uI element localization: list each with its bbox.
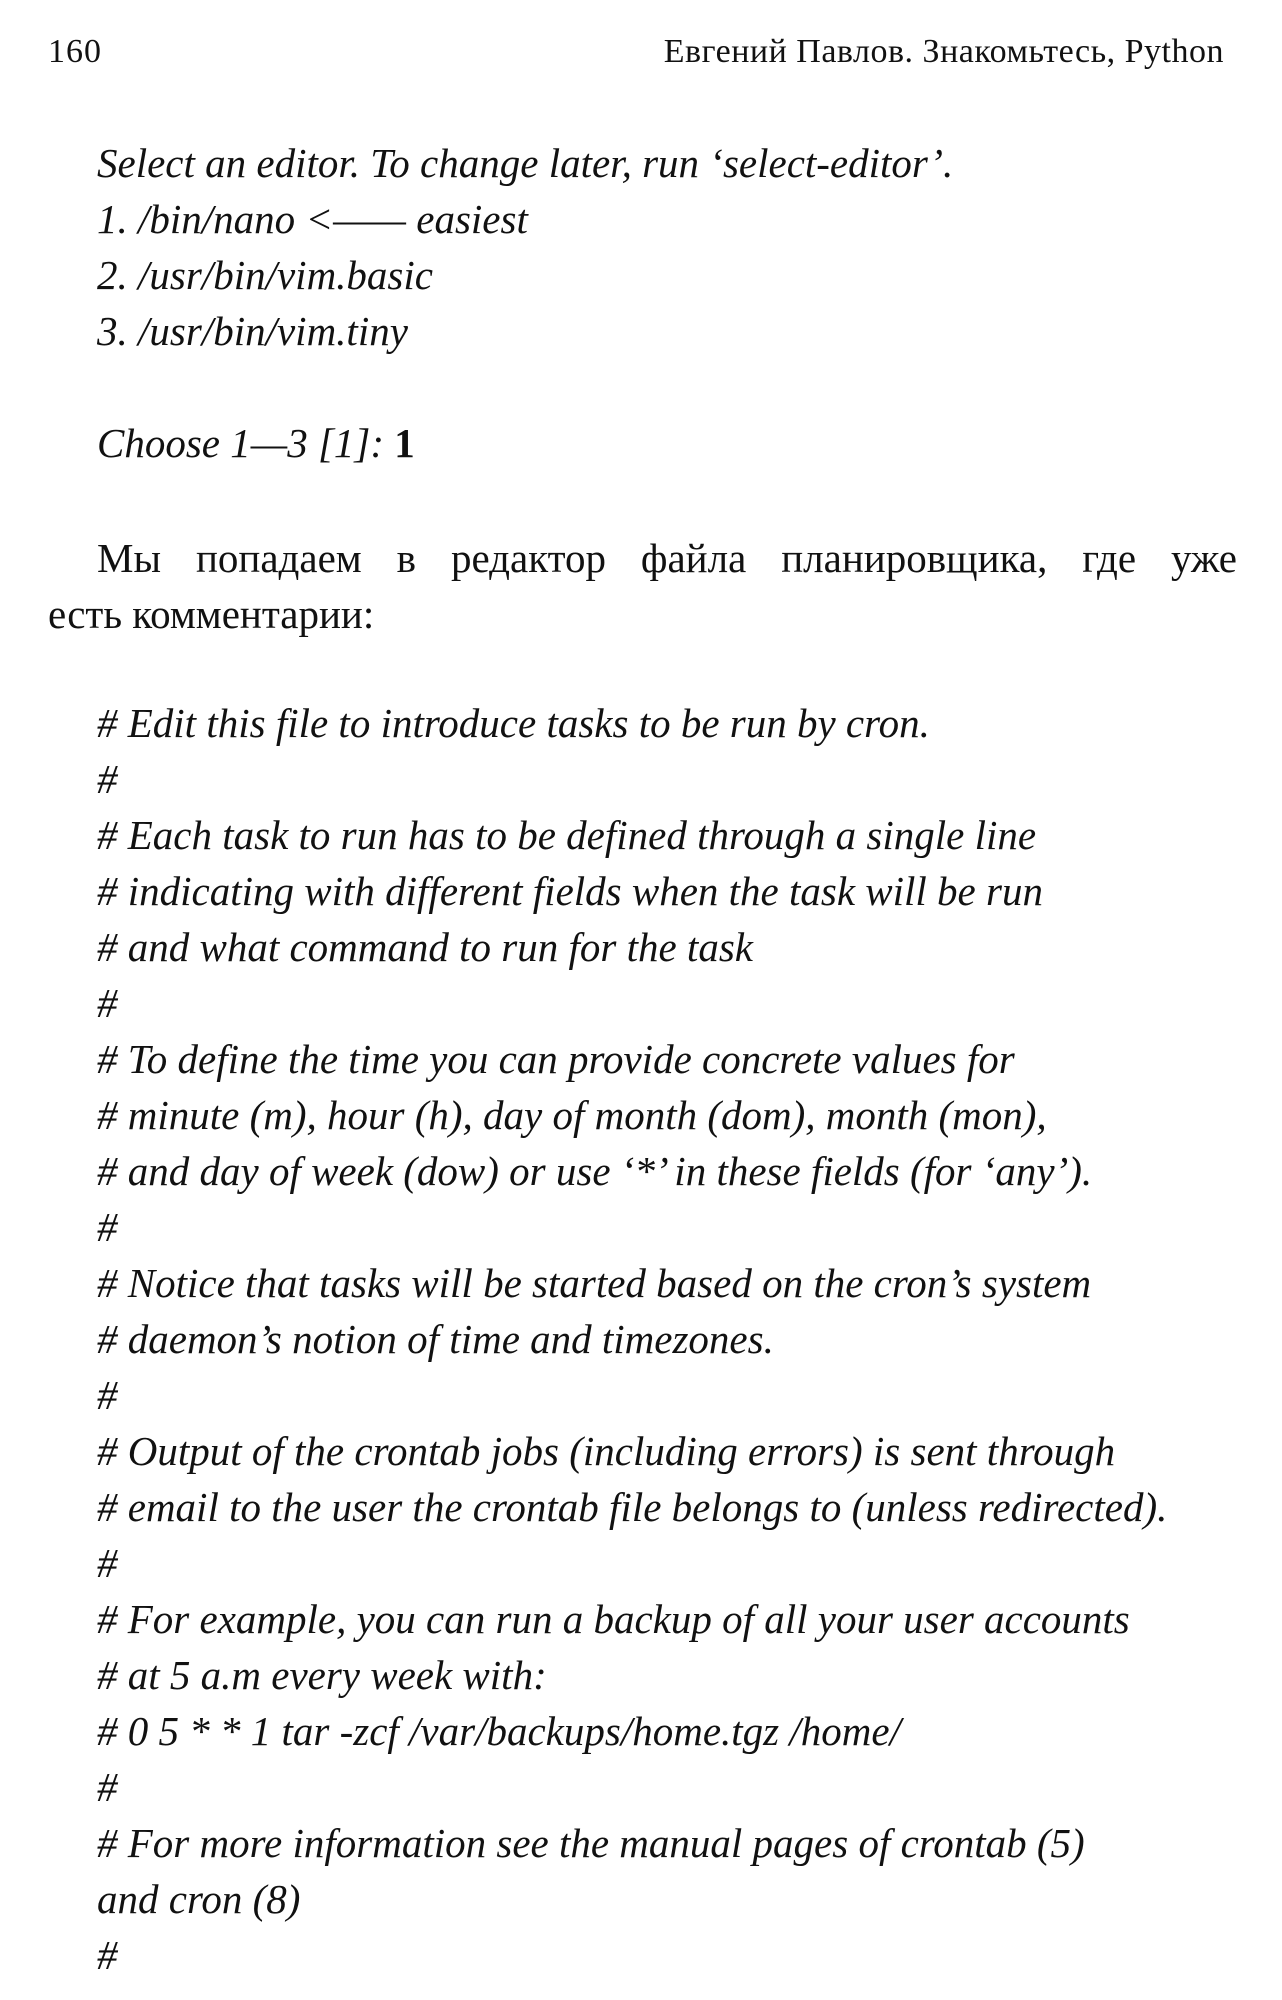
comment-line: # bbox=[97, 980, 118, 1026]
body-paragraph bbox=[48, 530, 1237, 642]
choose-prompt bbox=[97, 415, 1232, 471]
comment-line: # daemon’s notion of time and timezones. bbox=[97, 1316, 774, 1362]
comment-line: # email to the user the crontab file belongs to (unless redirected). bbox=[97, 1484, 1168, 1530]
comment-line: # indicating with different fields when the task will be run bbox=[97, 868, 1043, 914]
comment-line: # For more information see the manual pages of crontab (5) bbox=[97, 1820, 1085, 1866]
editor-option-vim-tiny: 3. /usr/bin/vim.tiny bbox=[97, 308, 408, 354]
comment-line: # bbox=[97, 1540, 118, 1586]
comment-line: # bbox=[97, 1204, 118, 1250]
paragraph-line-2: есть комментарии: bbox=[48, 591, 375, 637]
page-number: 160 bbox=[48, 33, 102, 70]
comment-line: # To define the time you can provide concrete values for bbox=[97, 1036, 1015, 1082]
editor-prompt-block bbox=[97, 135, 1232, 359]
comment-line: # bbox=[97, 1932, 118, 1978]
comment-line: # and day of week (dow) or use ‘*’ in these fields (for ‘any’). bbox=[97, 1148, 1093, 1194]
comment-line: # Notice that tasks will be started based on the cron’s system bbox=[97, 1260, 1092, 1306]
comment-line: # bbox=[97, 756, 118, 802]
choose-answer: 1 bbox=[394, 420, 415, 466]
comment-line: # and what command to run for the task bbox=[97, 924, 753, 970]
editor-prompt-line: Select an editor. To change later, run ‘select-editor’. bbox=[97, 140, 954, 186]
comment-line: # 0 5 * * 1 tar -zcf /var/backups/home.tgz /home/ bbox=[97, 1708, 901, 1754]
comment-line: # bbox=[97, 1372, 118, 1418]
paragraph-line-1: Мы попадаем в редактор файла планировщика, где уже bbox=[97, 535, 1237, 581]
editor-option-nano: 1. /bin/nano <—— easiest bbox=[97, 196, 528, 242]
choose-prompt-text: Choose 1—3 [1]: bbox=[97, 420, 395, 466]
comment-line: # For example, you can run a backup of all your user accounts bbox=[97, 1596, 1130, 1642]
running-head: Евгений Павлов. Знакомьтесь, Python bbox=[663, 33, 1224, 70]
comment-line: # Each task to run has to be defined through a single line bbox=[97, 812, 1037, 858]
comment-line: # Output of the crontab jobs (including errors) is sent through bbox=[97, 1428, 1116, 1474]
editor-option-vim-basic: 2. /usr/bin/vim.basic bbox=[97, 252, 433, 298]
comment-line: # at 5 a.m every week with: bbox=[97, 1652, 547, 1698]
comment-line: # bbox=[97, 1764, 118, 1810]
page-header bbox=[48, 30, 1234, 74]
comment-line: and cron (8) bbox=[97, 1876, 301, 1922]
comment-line: # minute (m), hour (h), day of month (dom), month (mon), bbox=[97, 1092, 1047, 1138]
comment-line: # Edit this file to introduce tasks to be run by cron. bbox=[97, 700, 930, 746]
crontab-comment-block bbox=[97, 695, 1232, 1983]
